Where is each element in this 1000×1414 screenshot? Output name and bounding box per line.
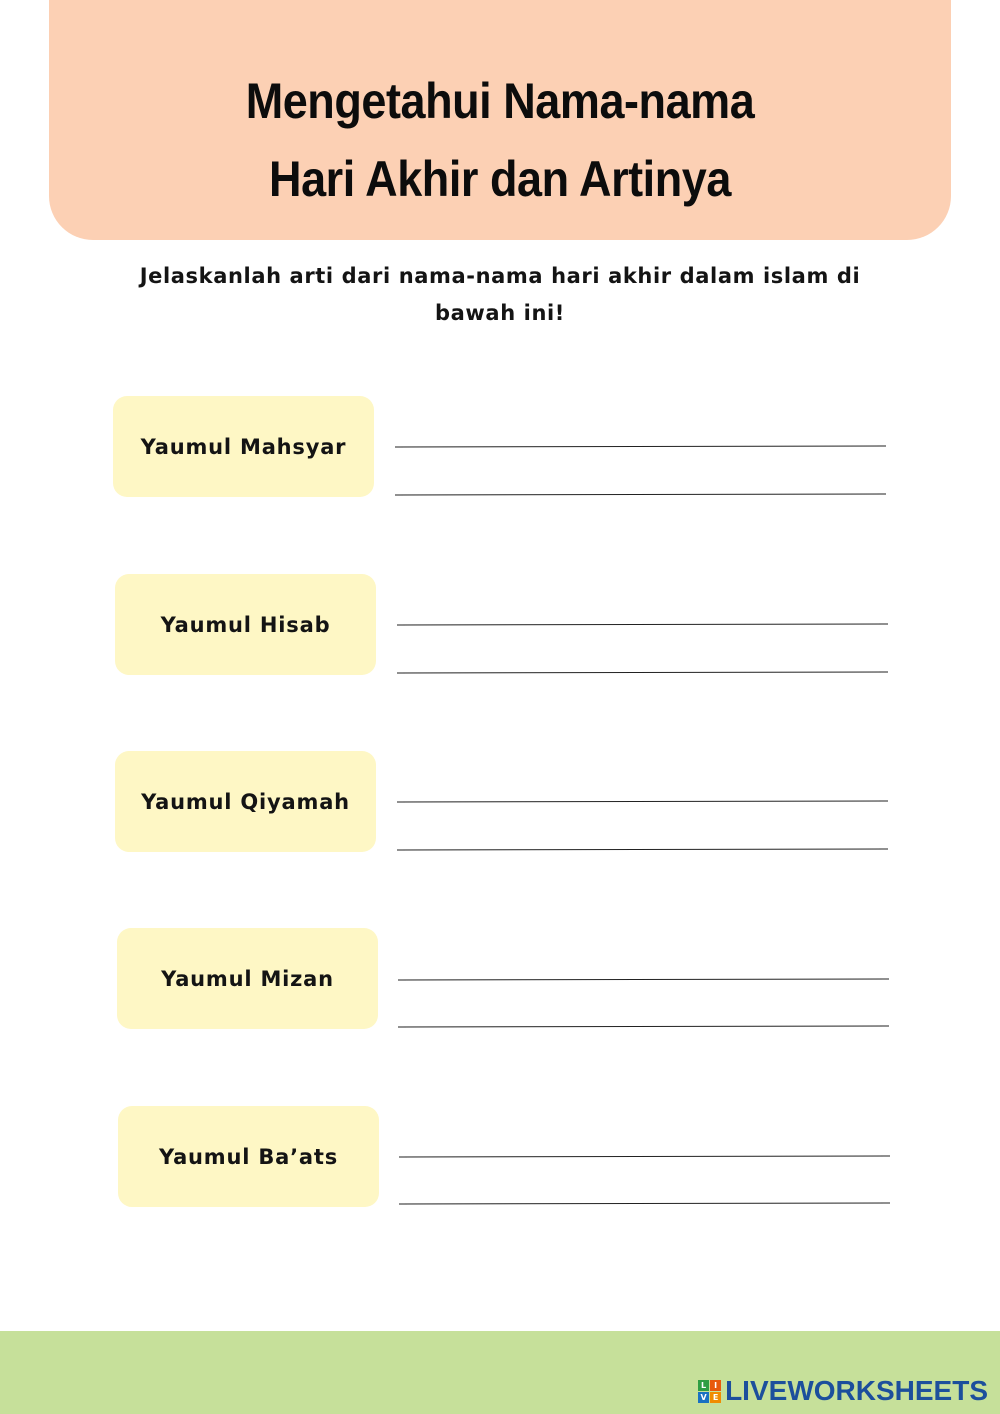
title-line-1: Mengetahui Nama-nama xyxy=(245,73,755,129)
answer-line-hisab-2[interactable] xyxy=(397,671,888,673)
term-box-qiyamah xyxy=(115,751,376,852)
term-box-baats xyxy=(118,1106,379,1207)
page-title xyxy=(94,62,906,218)
term-box-mahsyar xyxy=(113,396,374,497)
answer-line-baats-1[interactable] xyxy=(399,1155,890,1157)
liveworksheets-icon: L I V E xyxy=(698,1380,721,1403)
brand-name: LIVEWORKSHEETS xyxy=(725,1375,988,1406)
instruction-text: Jelaskanlah arti dari nama-nama hari akhir dalam islam di bawah ini! xyxy=(139,264,861,325)
title-line-2: Hari Akhir dan Artinya xyxy=(269,151,731,207)
term-box-mizan xyxy=(117,928,378,1029)
answer-line-mizan-1[interactable] xyxy=(398,978,889,980)
answer-line-hisab-1[interactable] xyxy=(397,623,888,625)
term-label: Yaumul Ba’ats xyxy=(158,1144,338,1169)
answer-line-qiyamah-2[interactable] xyxy=(397,848,888,850)
answer-line-mahsyar-2[interactable] xyxy=(395,493,886,495)
answer-line-qiyamah-1[interactable] xyxy=(397,800,888,802)
term-box-hisab xyxy=(115,574,376,675)
answer-line-mizan-2[interactable] xyxy=(398,1025,889,1027)
term-label: Yaumul Qiyamah xyxy=(141,789,350,814)
answer-line-mahsyar-1[interactable] xyxy=(395,445,886,447)
term-label: Yaumul Hisab xyxy=(160,612,331,637)
answer-line-baats-2[interactable] xyxy=(399,1202,890,1204)
brand-logo xyxy=(698,1375,988,1407)
term-label: Yaumul Mizan xyxy=(161,966,334,991)
term-label: Yaumul Mahsyar xyxy=(140,434,347,459)
